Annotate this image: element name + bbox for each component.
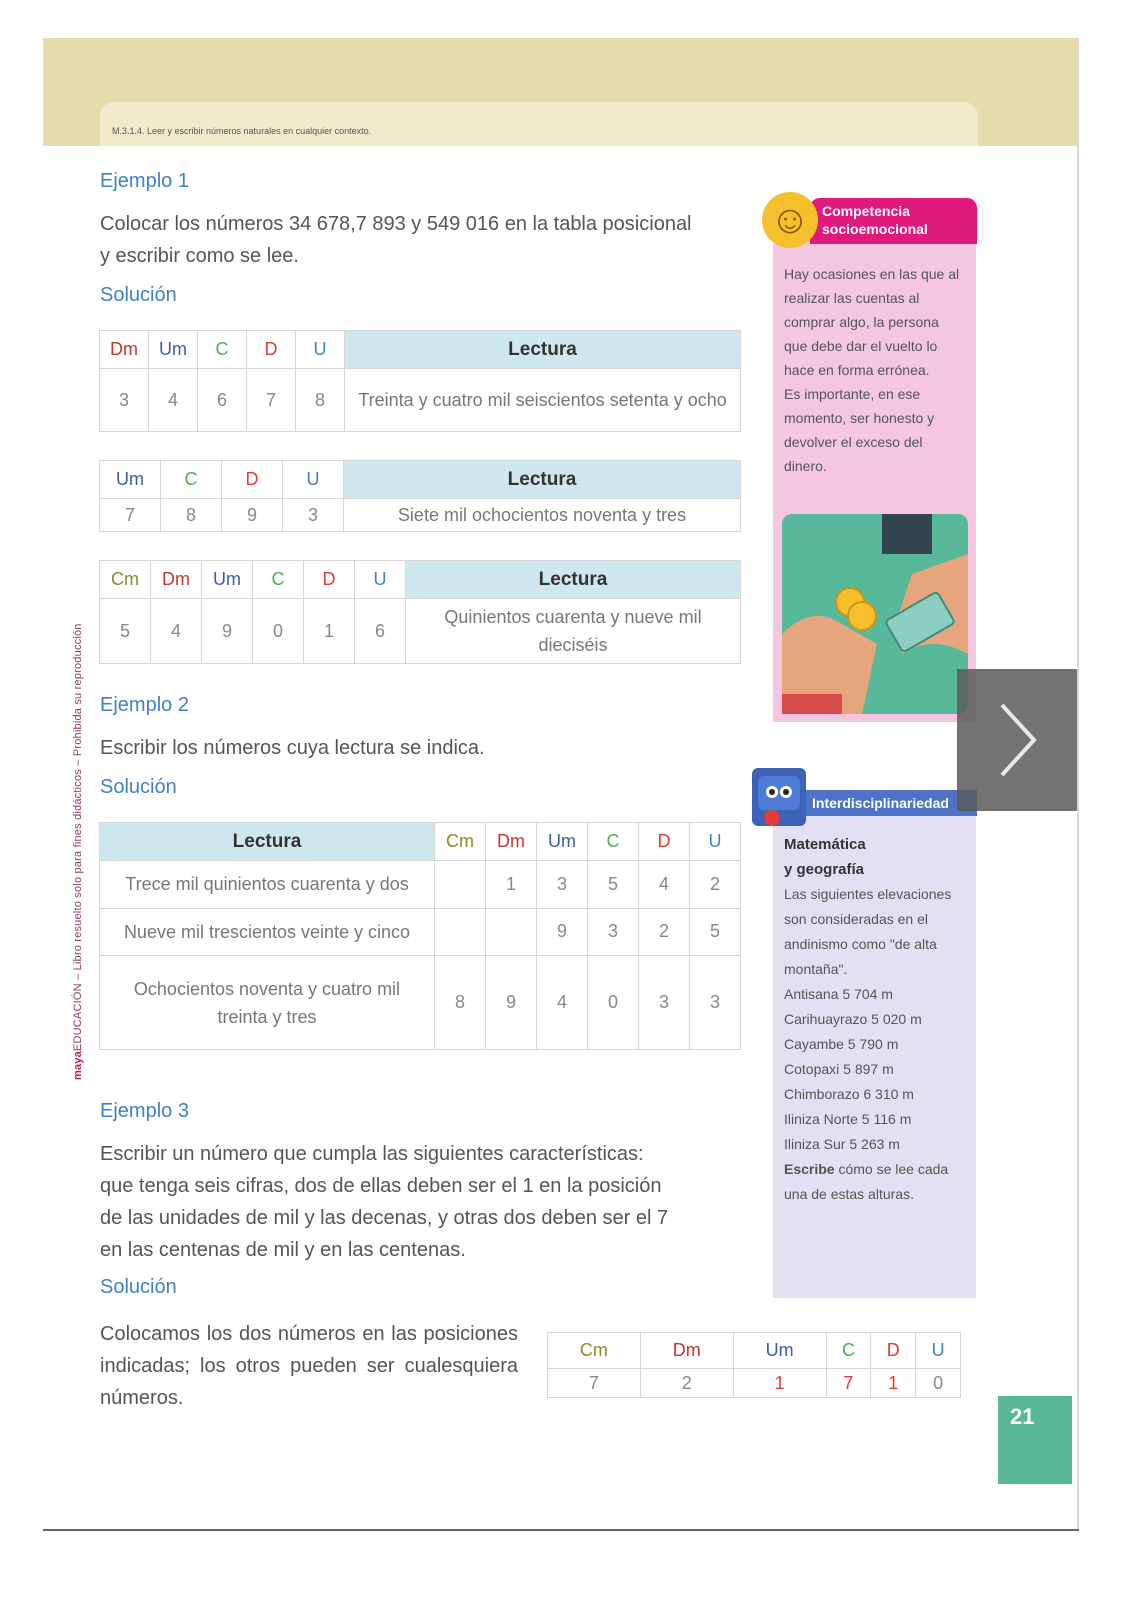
cell: 6 (355, 599, 406, 664)
header-u: U (916, 1333, 961, 1369)
mountain-item: Iliniza Sur 5 263 m (784, 1136, 900, 1152)
header-dm: Dm (486, 823, 537, 861)
cell: 4 (537, 956, 588, 1050)
header-cm: Cm (100, 561, 151, 599)
cell: 1 (871, 1369, 916, 1398)
hands-money-illustration (782, 514, 968, 714)
cell: 2 (640, 1369, 733, 1398)
header-d: D (871, 1333, 916, 1369)
chevron-right-icon (992, 700, 1042, 780)
header-cm: Cm (435, 823, 486, 861)
competencia-title-2: socioemocional (822, 221, 928, 237)
page-bottom-line (43, 1529, 1079, 1531)
cell: 2 (690, 861, 741, 909)
competencia-para-1: Hay ocasiones en las que al realizar las cuentas al comprar algo, la persona que debe dar el vuelto lo hace en forma errónea. (784, 266, 960, 378)
cell: 5 (690, 908, 741, 956)
example3-solution: Solución (100, 1276, 177, 1298)
header-c: C (588, 823, 639, 861)
header-lectura: Lectura (100, 823, 435, 861)
cell: 3 (283, 499, 344, 532)
cell: 5 (588, 861, 639, 909)
header-pill (100, 102, 978, 146)
interdisciplinariedad-intro: Las siguientes elevaciones son consideradas en el andinismo como "de alta montaña". (784, 886, 952, 977)
cell: 0 (916, 1369, 961, 1398)
mountain-item: Cotopaxi 5 897 m (784, 1061, 894, 1077)
table-example3 (547, 1332, 961, 1398)
brand-logo: maya (72, 1051, 84, 1080)
header-um: Um (202, 561, 253, 599)
table-example2 (99, 822, 741, 1050)
table-row (100, 908, 741, 956)
example1-solution: Solución (100, 284, 177, 306)
header-cm: Cm (548, 1333, 641, 1369)
example3-text-line3: de las unidades de mil y las decenas, y otras dos deben ser el 7 (100, 1207, 669, 1229)
robot-icon (752, 768, 806, 826)
example1-text-line1: Colocar los números 34 678,7 893 y 549 016 en la tabla posicional (100, 213, 692, 235)
interdisciplinariedad-header: Interdisciplinariedad (806, 790, 977, 816)
header-lectura: Lectura (406, 561, 741, 599)
smiley-icon: ☺ (762, 192, 818, 248)
example1-title: Ejemplo 1 (100, 170, 189, 192)
reading-cell: Ochocientos noventa y cuatro mil treinta y tres (100, 956, 435, 1050)
mountain-item: Cayambe 5 790 m (784, 1036, 899, 1052)
cell: 1 (304, 599, 355, 664)
header-um: Um (100, 461, 161, 499)
cell: 3 (100, 369, 149, 432)
cell: 4 (149, 369, 198, 432)
competencia-para-2: Es importante, en ese momento, ser honesto y devolver el exceso del dinero. (784, 386, 935, 474)
header-lectura: Lectura (344, 461, 741, 499)
cell (435, 861, 486, 909)
mountain-item: Iliniza Norte 5 116 m (784, 1111, 912, 1127)
cell: 9 (222, 499, 283, 532)
cell: 5 (100, 599, 151, 664)
table-example1-b (99, 460, 741, 532)
side-copyright-text: EDUCACIÓN – Libro resuelto solo para fines didácticos – Prohibida su reproducción (72, 623, 84, 1052)
cell: 8 (296, 369, 345, 432)
header-dm: Dm (640, 1333, 733, 1369)
cell: 9 (486, 956, 537, 1050)
header-u: U (296, 331, 345, 369)
header-d: D (304, 561, 355, 599)
header-um: Um (537, 823, 588, 861)
cell: 8 (435, 956, 486, 1050)
cell: 6 (198, 369, 247, 432)
cell: 8 (161, 499, 222, 532)
task-text (784, 1157, 970, 1207)
header-c: C (198, 331, 247, 369)
competencia-title-1: Competencia (822, 203, 910, 219)
reading-cell: Quinientos cuarenta y nueve mil dieciséis (406, 599, 741, 664)
header-u: U (283, 461, 344, 499)
competencia-header (810, 198, 977, 244)
task-bold: Escribe (784, 1161, 835, 1177)
cell: 3 (588, 908, 639, 956)
cell: 9 (537, 908, 588, 956)
table-example1-a (99, 330, 741, 432)
example3-title: Ejemplo 3 (100, 1100, 189, 1122)
reading-cell: Siete mil ochocientos noventa y tres (344, 499, 741, 532)
example1-text (100, 208, 692, 272)
hands-money-icon (782, 514, 968, 714)
mountain-item: Carihuayrazo 5 020 m (784, 1011, 922, 1027)
cell: 3 (690, 956, 741, 1050)
robot-icon-graphic (752, 768, 806, 826)
cell: 1 (733, 1369, 826, 1398)
subject-line-2: y geografía (784, 861, 865, 878)
header-d: D (639, 823, 690, 861)
cell: 7 (548, 1369, 641, 1398)
example3-text-line1: Escribir un número que cumpla las siguientes características: (100, 1143, 644, 1165)
cell: 2 (639, 908, 690, 956)
example2-text: Escribir los números cuya lectura se indica. (100, 737, 485, 759)
cell: 4 (639, 861, 690, 909)
competencia-text (784, 262, 966, 478)
example3-text (100, 1138, 742, 1266)
reading-cell: Trece mil quinientos cuarenta y dos (100, 861, 435, 909)
cell: 7 (100, 499, 161, 532)
header-d: D (222, 461, 283, 499)
example3-text-line2: que tenga seis cifras, dos de ellas deben ser el 1 en la posición (100, 1175, 662, 1197)
header-um: Um (149, 331, 198, 369)
example2-title: Ejemplo 2 (100, 694, 189, 716)
table-row (100, 956, 741, 1050)
header-c: C (826, 1333, 871, 1369)
cell: 1 (486, 861, 537, 909)
next-page-button[interactable] (957, 669, 1077, 811)
curriculum-code: M.3.1.4. Leer y escribir números naturales en cualquier contexto. (112, 126, 372, 136)
mountain-item: Chimborazo 6 310 m (784, 1086, 914, 1102)
reading-cell: Nueve mil trescientos veinte y cinco (100, 908, 435, 956)
cell: 4 (151, 599, 202, 664)
cell: 7 (247, 369, 296, 432)
subject-line-1: Matemática (784, 836, 866, 853)
header-u: U (355, 561, 406, 599)
header-d: D (247, 331, 296, 369)
cell: 9 (202, 599, 253, 664)
side-copyright (72, 623, 84, 1080)
example3-explanation: Colocamos los dos números en las posiciones indicadas; los otros pueden ser cualesquiera números. (100, 1323, 518, 1409)
cell: 3 (639, 956, 690, 1050)
header-dm: Dm (100, 331, 149, 369)
reading-cell: Treinta y cuatro mil seiscientos setenta y ocho (345, 369, 741, 432)
cell: 0 (253, 599, 304, 664)
example3-text-line4: en las centenas de mil y en las centenas. (100, 1239, 466, 1261)
cell (435, 908, 486, 956)
header-um: Um (733, 1333, 826, 1369)
cell (486, 908, 537, 956)
header-dm: Dm (151, 561, 202, 599)
example1-text-line2: y escribir como se lee. (100, 245, 299, 267)
task-rest: cómo se lee cada una de estas alturas. (784, 1161, 949, 1202)
table-example1-c (99, 560, 741, 664)
mountain-item: Antisana 5 704 m (784, 986, 893, 1002)
header-c: C (161, 461, 222, 499)
example2-solution: Solución (100, 776, 177, 798)
table-row (100, 861, 741, 909)
cell: 0 (588, 956, 639, 1050)
page-number: 21 (998, 1396, 1072, 1484)
header-c: C (253, 561, 304, 599)
header-u: U (690, 823, 741, 861)
interdisciplinariedad-text (784, 832, 970, 1207)
header-lectura: Lectura (345, 331, 741, 369)
cell: 7 (826, 1369, 871, 1398)
cell: 3 (537, 861, 588, 909)
